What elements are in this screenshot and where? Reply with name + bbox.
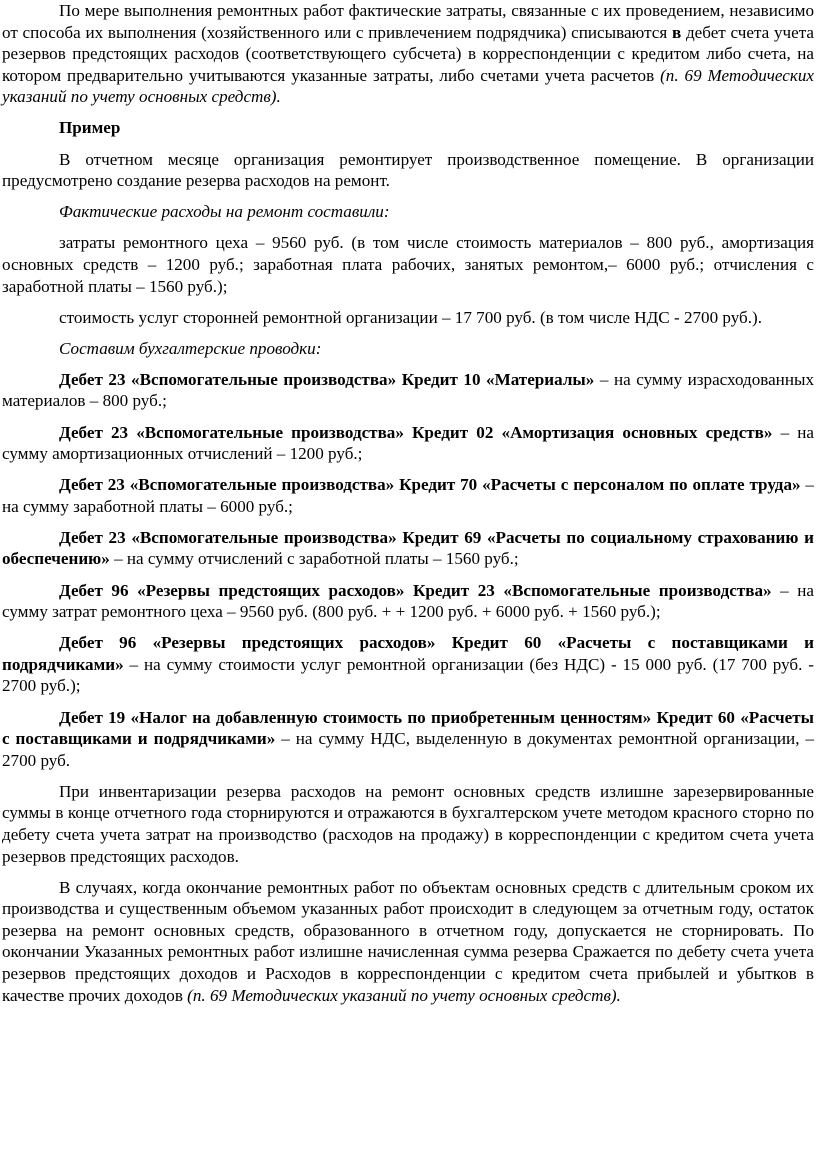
entry-paragraph <box>2 369 814 412</box>
entry-accounts: Дебет 19 «Налог на добавленную стоимость по приобретенным ценностям» Кредит 60 «Расчеты с поставщиками и подрядчиками» <box>2 707 814 749</box>
paragraph-workshop-costs: затраты ремонтного цеха – 9560 руб. (в том числе стоимость материалов – 800 руб., амортизация основных средств – 1200 руб.; заработная плата рабочих, занятых ремонтом,– 6000 руб.; отчисления с заработной платы – 1560 руб.); <box>2 233 814 296</box>
reference-note: (п. 69 Методических указаний по учету основных средств). <box>187 985 621 1005</box>
paragraph-long-repairs <box>2 877 814 1007</box>
paragraph-text: дебет счета учета резервов предстоящих расходов (соответствующего субсчета) в корреспонденции с кредитом либо счета, на котором предварительно учитываются указанные затраты, либо счетами учета расчетов <box>2 22 814 85</box>
entry-paragraph <box>2 527 814 570</box>
entry-accounts: Дебет 23 «Вспомогательные производства» Кредит 70 «Расчеты с персоналом по оплате труда» <box>59 475 801 495</box>
entry-accounts: Дебет 23 «Вспомогательные производства» Кредит 10 «Материалы» <box>59 369 595 389</box>
entry-description: – на сумму стоимости услуг ремонтной организации (без НДС) - 15 000 руб. (17 700 руб. - 2700 руб.); <box>2 654 814 696</box>
paragraph-write-off <box>2 0 814 108</box>
paragraph-contractor-costs: стоимость услуг сторонней ремонтной организации – 17 700 руб. (в том числе НДС - 2700 руб.). <box>59 307 762 327</box>
bold-word: в <box>671 22 682 42</box>
entry-description: – на сумму затрат ремонтного цеха – 9560 руб. (800 руб. + + 1200 руб. + 6000 руб. + 1560 руб.); <box>2 580 814 622</box>
paragraph-inventory: При инвентаризации резерва расходов на ремонт основных средств излишне зарезервированные суммы в конце отчетного года сторнируются и отражаются в бухгалтерском учете методом красного сторно по дебету счета учета затрат на производство (расходов на продажу) в корреспонденции с кредитом счета учета резервов предстоящих расходов. <box>2 781 814 866</box>
entry-description: – на сумму амортизационных отчислений – 1200 руб.; <box>2 422 814 464</box>
entry-accounts: Дебет 23 «Вспомогательные производства» Кредит 02 «Амортизация основных средств» <box>59 422 773 442</box>
entry-description: – на сумму заработной платы – 6000 руб.; <box>2 475 814 516</box>
entry-paragraph <box>2 474 814 517</box>
entry-paragraph <box>2 707 814 772</box>
entry-paragraph <box>2 580 814 623</box>
paragraph-entries-intro: Составим бухгалтерские проводки: <box>59 338 322 358</box>
entry-accounts: Дебет 96 «Резервы предстоящих расходов» Кредит 60 «Расчеты с поставщиками и подрядчиками» <box>2 633 814 674</box>
entry-description: – на сумму НДС, выделенную в документах ремонтной организации, – 2700 руб. <box>2 729 814 770</box>
entry-description: – на сумму отчислений с заработной платы – 1560 руб.; <box>109 549 519 569</box>
paragraph-actual-expenses: Фактические расходы на ремонт составили: <box>59 202 390 222</box>
entry-accounts: Дебет 23 «Вспомогательные производства» Кредит 69 «Расчеты по социальному страхованию и обеспечению» <box>2 527 814 569</box>
entry-description: – на сумму израсходованных материалов – 800 руб.; <box>2 369 815 411</box>
entry-paragraph <box>2 632 814 697</box>
paragraph-text: По мере выполнения ремонтных работ фактические затраты, связанные с их проведением, независимо от способа их выполнения (хозяйственного или с привлечением подрядчика) списываются <box>2 1 814 42</box>
paragraph-text: В случаях, когда окончание ремонтных работ по объектам основных средств с длительным сроком их производства и существенным объемом указанных работ происходит в следующем за отчетным году, остаток резерва на ремонт основных средств, образованного в отчетном году, допускается не сторнировать. По окончании Указанных ремонтных работ излишне начисленная сумма резерва Сражается по дебету счета учета резервов предстоящих доходов и Расходов в корреспонденции с кредитом счета прибылей и убытков в качестве прочих доходов <box>2 877 814 1005</box>
example-heading: Пример <box>59 118 121 138</box>
entry-paragraph <box>2 422 814 465</box>
entry-accounts: Дебет 96 «Резервы предстоящих расходов» Кредит 23 «Вспомогательные производства» <box>59 580 772 600</box>
paragraph-example-intro: В отчетном месяце организация ремонтирует производственное помещение. В организации предусмотрено создание резерва расходов на ремонт. <box>2 149 814 191</box>
reference-note: (п. 69 Методических указаний по учету основных средств). <box>2 65 815 107</box>
